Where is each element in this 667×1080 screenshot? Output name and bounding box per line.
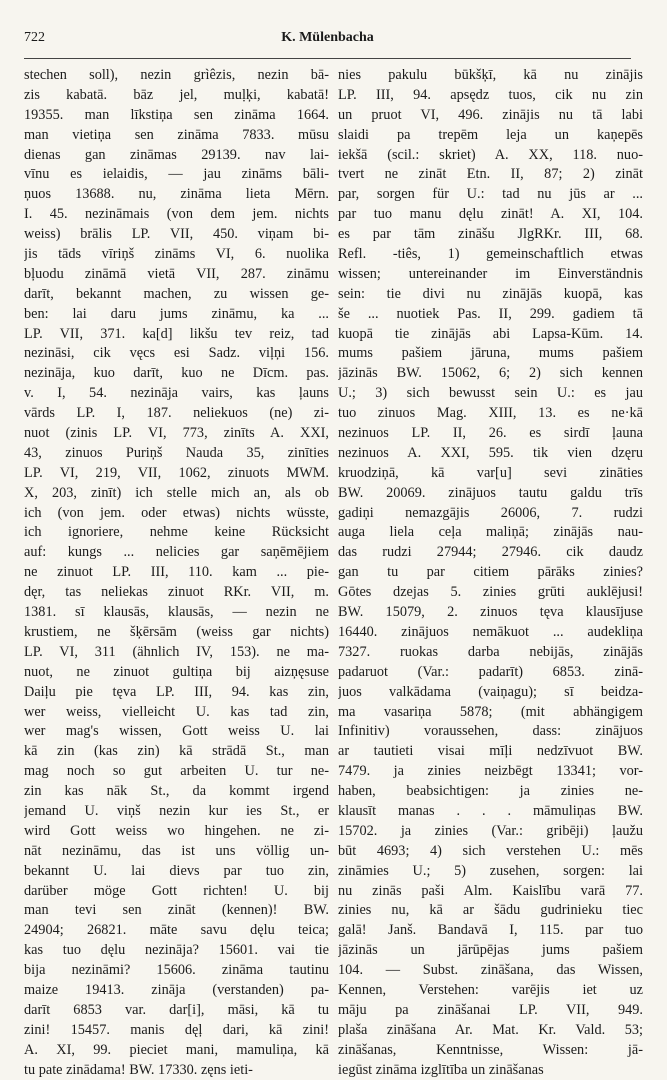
text-line: 7327. ruokas darba nebijās, zinājās (338, 643, 643, 660)
text-line: wer weiss, vielleicht U. kas tad zin, (24, 703, 329, 720)
text-line: bekannt U. lai dievs par tuo zin, (24, 862, 329, 879)
text-line: jāzinās un jārūpējas jums pašiem (338, 942, 643, 959)
text-line: vārds LP. I, 187. neliekuos (ne) zi- (24, 405, 329, 422)
text-line: nezināja, kuo darīt, kuo ne Dīcm. pas. (24, 365, 329, 382)
text-line: ben: lai daru jums zināmu, ka ... (24, 305, 329, 322)
text-line: man vietiņa sen zināma 7833. mūsu (24, 126, 329, 143)
text-line: zinies nu, kā ar šādu gudrinieku tiec (338, 902, 643, 919)
text-line: mag noch so gut arbeiten U. tur ne- (24, 763, 329, 780)
text-line: sein: tie divi nu zinājās kuopā, kas (338, 285, 643, 302)
text-line: 16440. zinājuos nemākuot ... audekliņa (338, 623, 643, 640)
text-line: Refl. -tiês, 1) gemeinschaftlich etwas (338, 246, 643, 263)
text-line: darīt, bekannt machen, zu wissen ge- (24, 285, 329, 302)
text-line: 15702. ja zinies (Var.: gribēji) ļaužu (338, 822, 643, 839)
text-line: wird Gott weiss wo hingehen. ne zi- (24, 822, 329, 839)
text-line: A. XI, 99. pieciet mani, mamuliņa, kā (24, 1041, 329, 1058)
text-line: 24904; 26821. māte savu dęlu teica; (24, 922, 329, 939)
text-line: jis tāds vīriņš zināms VI, 6. nuolika (24, 246, 329, 263)
header-rule (24, 58, 631, 59)
text-line: krustiem, ne šķērsām (weiss gar nichts) (24, 623, 329, 640)
text-line: maize 19413. zināja (verstanden) pa- (24, 981, 329, 998)
text-line: Kennen, Verstehen: varējis iet uz (338, 981, 643, 998)
text-line: darīt 6853 var. dar[i], māsi, kā tu (24, 1001, 329, 1018)
running-title: K. Mülenbacha (281, 30, 374, 45)
text-line: darüber möge Gott richten! U. bij (24, 882, 329, 899)
text-line: Infinitiv) voraussehen, dass: zinājuos (338, 723, 643, 740)
text-line: kas tuo dęlu nezināja? 15601. vai tie (24, 942, 329, 959)
text-line: gan tu par citiem pārāks zinies? (338, 564, 643, 581)
text-line: mums pašiem jāruna, mums pašiem (338, 345, 643, 362)
text-line: nāt nezināmu, das ist uns völlig un- (24, 842, 329, 859)
text-line: bija nezināmi? 15606. zināma tautinu (24, 962, 329, 979)
text-line: BW. 20069. zinājuos tautu galdu trīs (338, 484, 643, 501)
text-line: nu zinās paši Alm. Kaislību varā 77. (338, 882, 643, 899)
text-line: Daiļu pie tęva LP. III, 94. kas zin, (24, 683, 329, 700)
text-line: jāzinās BW. 15062, 6; 2) sich kennen (338, 365, 643, 382)
text-line: un pruot VI, 496. zinājis nu tā labi (338, 106, 643, 123)
text-line: haben, beabsichtigen: ja zinies ne- (338, 783, 643, 800)
left-column (24, 66, 329, 1080)
text-line: ich ignoriere, nehme keine Rücksicht (24, 524, 329, 541)
text-line: ne zinuot LP. III, 110. kam ... pie- (24, 564, 329, 581)
text-line: kā zin (kas zin) kā strādā St., man (24, 743, 329, 760)
text-line: auf: kungs ... nelicies gar saņēmējiem (24, 544, 329, 561)
text-line: wer mag's wissen, Gott weiss U. lai (24, 723, 329, 740)
text-line: 19355. man līkstiņa sen zināma 1664. (24, 106, 329, 123)
text-line: ņuos 13688. nu, zināma lieta Mērn. (24, 186, 329, 203)
text-line: še ... nuotiek Pas. II, 299. gadiem tā (338, 305, 643, 322)
text-line: nuot, ne zinuot gultiņa bij aizņęsuse (24, 663, 329, 680)
text-line: nezināsi, cik vęcs esi Sadz. viļņi 156. (24, 345, 329, 362)
text-line: dienas gan zināmas 29139. nav lai- (24, 146, 329, 163)
text-line: man tevi sen zināt (kennen)! BW. (24, 902, 329, 919)
right-column (338, 66, 643, 1080)
text-line: iegūst zināma izglītība un zināšanas (338, 1061, 544, 1078)
text-line: zin kas nāk St., da kommt irgend (24, 783, 329, 800)
text-line: nuot (zinis LP. VI, 773, zinīts A. XXI, (24, 425, 329, 442)
page-header (24, 30, 631, 50)
text-line: BW. 15079, 2. zinuos tęva klausījuse (338, 604, 643, 621)
text-line: zis kabatā. bāz jel, muḷķi, kabatā! (24, 86, 329, 103)
text-line: wissen; untereinander im Einverständnis (338, 265, 643, 282)
text-line: par tuo manu dęlu zināt! A. XI, 104. (338, 206, 643, 223)
text-line: stechen soll), nezin grìêzis, nezin bā- (24, 67, 329, 83)
text-line: I. 45. nezināmais (von dem jem. nichts (24, 206, 329, 223)
text-line: būt 4693; 4) sich verstehen U.: mēs (338, 842, 643, 859)
text-line: padaruot (Var.: padarīt) 6853. zinā- (338, 663, 643, 680)
text-line: jemand U. viņš nezin kur ies St., er (24, 802, 329, 819)
text-line: auga liela ceļa maliņā; zinājās nau- (338, 524, 643, 541)
text-line: Gōtes dzejas 5. zinies grūti auklējusi! (338, 584, 643, 601)
text-line: kruodziņā, kā var[u] sevi zināties (338, 464, 643, 481)
text-line: tvert ne zināt Etn. II, 87; 2) zināt (338, 166, 643, 183)
text-line: LP. VI, 219, VII, 1062, zinuots MWM. (24, 464, 329, 481)
text-line: 1381. sī klausās, klausās, — nezin ne (24, 604, 329, 621)
text-line: nezinuos LP. II, 26. es sirdī ļauna (338, 425, 643, 442)
text-line: zināmies U.; 5) zusehen, sorgen: lai (338, 862, 643, 879)
text-line: zini! 15457. manis dęļ dari, kā zini! (24, 1021, 329, 1038)
text-line: LP. VI, 311 (ähnlich IV, 153). ne ma- (24, 643, 329, 660)
text-line: vīnu es ielaidis, — jau zināms bāli- (24, 166, 329, 183)
page-number: 722 (24, 30, 45, 45)
text-line: slaidi pa trepēm leja un kaņepēs (338, 126, 643, 143)
text-line: weiss) brālis LP. VII, 450. viņam bi- (24, 226, 329, 243)
text-line: gadiņi nemazgājis 26006, 7. rudzi (338, 504, 643, 521)
text-line: tu pate zinādama! BW. 17330. zęns ieti- (24, 1061, 253, 1078)
text-line: kuopā tie zinājās abi Lapsa-Kūm. 14. (338, 325, 643, 342)
text-line: U.; 3) sich bewusst sein U.: es jau (338, 385, 643, 402)
text-line: nies pakulu būkšķī, kā nu zinājis (338, 67, 643, 83)
text-line: X, 203, zinīt) ich stelle mich an, als ob (24, 484, 329, 501)
text-line: ich (von jem. oder etwas) nichts wüsste, (24, 504, 329, 521)
text-line: ma vasariņa 5878; (mit abhängigem (338, 703, 643, 720)
text-line: zināšanas, Kenntnisse, Wissen: jā- (338, 1041, 643, 1058)
text-line: LP. VII, 371. ka[d] likšu tev reiz, tad (24, 325, 329, 342)
text-line: LP. III, 94. apsędz tuos, cik nu zin (338, 86, 643, 103)
text-line: es par tām zināšu JlgRKr. III, 68. (338, 226, 643, 243)
text-line: juos valkādama (vaiņagu); sī beidza- (338, 683, 643, 700)
text-line: 43, zinuos Puriņš Nauda 35, zinīties (24, 444, 329, 461)
text-line: 104. — Subst. zināšana, das Wissen, (338, 962, 643, 979)
text-line: galā! Janš. Bandavā I, 115. par tuo (338, 922, 643, 939)
text-line: das rudzi 27944; 27946. cik daudz (338, 544, 643, 561)
text-line: bļuodu zināmā vietā VII, 287. zināmu (24, 265, 329, 282)
text-line: 7479. ja zinies neizbēgt 13341; vor- (338, 763, 643, 780)
text-line: dęr, tas neliekas zinuot RKr. VII, m. (24, 584, 329, 601)
text-line: par, sorgen für U.: tad nu jūs ar ... (338, 186, 643, 203)
text-line: nezinuos A. XXI, 595. tik vien dzęru (338, 444, 643, 461)
text-line: v. I, 54. nezināja vairs, kas ļauns (24, 385, 329, 402)
text-line: iekšā (scil.: skriet) A. XX, 118. nuo- (338, 146, 643, 163)
text-line: tuo zinuos Mag. XIII, 13. es ne·kā (338, 405, 643, 422)
text-line: plaša zināšana Ar. Mat. Kr. Vald. 53; (338, 1021, 643, 1038)
text-line: ar tautieti visai mīļi nedzīvuot BW. (338, 743, 643, 760)
text-line: klausīt manas . . . māmuliņas BW. (338, 802, 643, 819)
text-line: māju pa zināšanai LP. VII, 949. (338, 1001, 643, 1018)
